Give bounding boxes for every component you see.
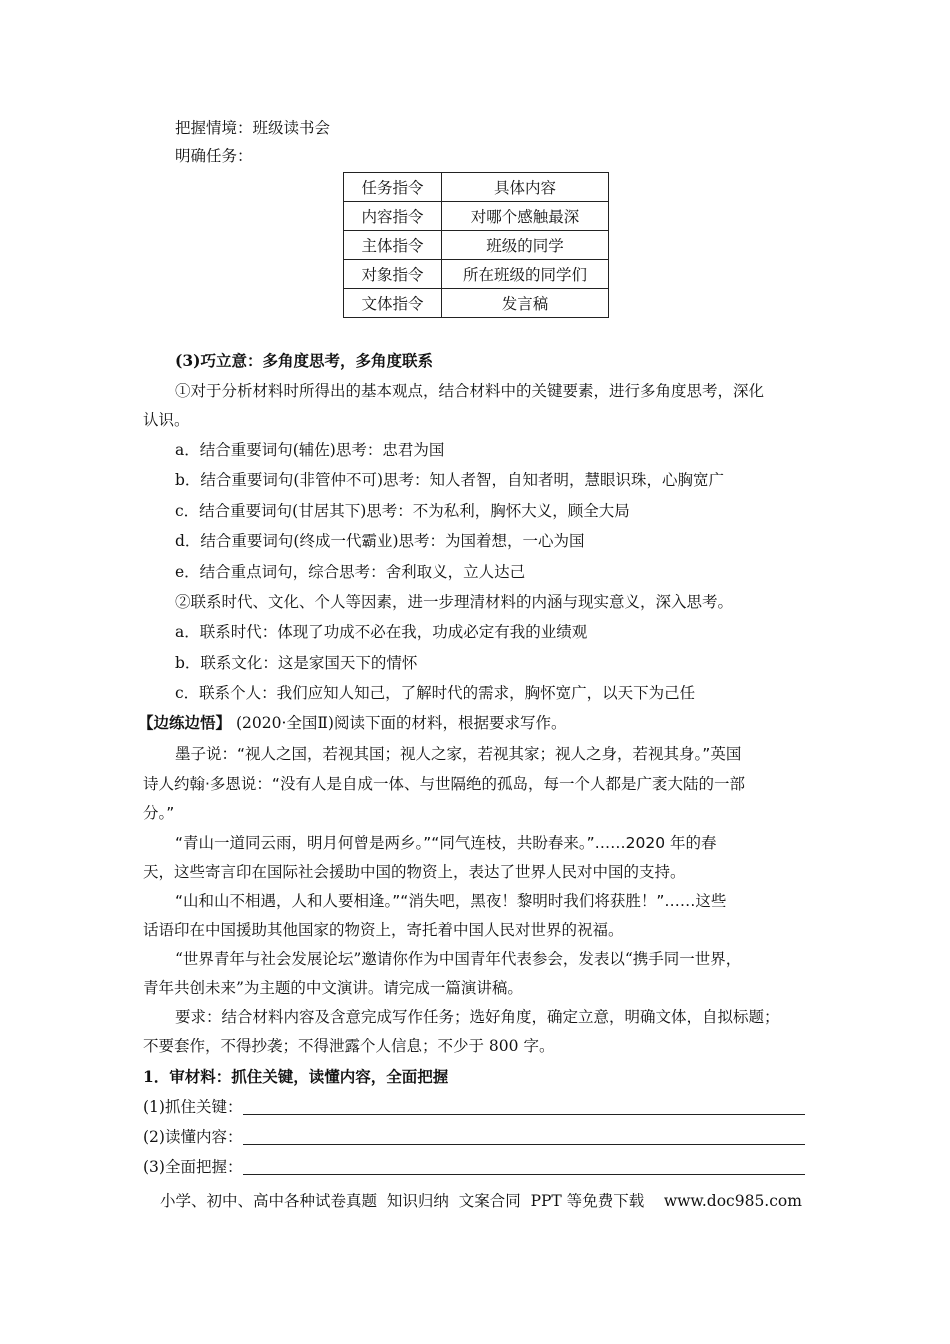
table-cell: 对象指令 <box>344 260 442 289</box>
list-item: a．联系时代：体现了功成不必在我，功成必定有我的业绩观 <box>175 623 588 641</box>
context-line: 把握情境：班级读书会 <box>175 119 331 137</box>
table-cell: 发言稿 <box>442 289 609 318</box>
paragraph-line: 认识。 <box>143 411 190 429</box>
list-item: b．联系文化：这是家国天下的情怀 <box>175 654 418 672</box>
list-item: c．联系个人：我们应知人知己，了解时代的需求，胸怀宽广，以天下为己任 <box>175 684 696 702</box>
step1-heading: 1．审材料：抓住关键，读懂内容，全面把握 <box>143 1067 449 1086</box>
answer-blank-1[interactable] <box>243 1113 805 1115</box>
paragraph-line: 要求：结合材料内容及含意完成写作任务；选好角度，确定立意，明确文体，自拟标题； <box>175 1008 780 1026</box>
blank-label: (3)全面把握： <box>143 1158 243 1176</box>
paragraph-line: “世界青年与社会发展论坛”邀请你作为中国青年代表参会，发表以“携手同一世界， <box>175 950 742 968</box>
paragraph-line: ①对于分析材料时所得出的基本观点，结合材料中的关键要素，进行多角度思考，深化 <box>175 382 765 400</box>
practice-tag: 【边练边悟】 <box>138 714 232 732</box>
paragraph-line: 诗人约翰·多恩说：“没有人是自成一体、与世隔绝的孤岛，每一个人都是广袤大陆的一部 <box>143 775 745 793</box>
table-cell: 内容指令 <box>344 202 442 231</box>
list-item: b．结合重要词句(非管仲不可)思考：知人者智，自知者明，慧眼识珠，心胸宽广 <box>175 471 725 489</box>
table-cell: 主体指令 <box>344 231 442 260</box>
paragraph-line: 话语印在中国援助其他国家的物资上，寄托着中国人民对世界的祝福。 <box>143 921 624 939</box>
answer-blank-3[interactable] <box>243 1173 805 1175</box>
section3-heading: (3)巧立意：多角度思考，多角度联系 <box>175 351 433 370</box>
answer-blank-2[interactable] <box>243 1143 805 1145</box>
paragraph-line: “山和山不相遇，人和人要相逢。”“消失吧，黑夜！黎明时我们将获胜！”……这些 <box>175 892 727 910</box>
table-row <box>344 289 609 318</box>
task-line: 明确任务： <box>175 147 253 165</box>
paragraph-line: ②联系时代、文化、个人等因素，进一步理清材料的内涵与现实意义，深入思考。 <box>175 593 734 611</box>
table-cell: 所在班级的同学们 <box>442 260 609 289</box>
list-item: c．结合重要词句(甘居其下)思考：不为私利，胸怀大义，顾全大局 <box>175 502 630 520</box>
table-header-cell: 任务指令 <box>344 173 442 202</box>
blank-label: (2)读懂内容： <box>143 1128 243 1146</box>
table-row <box>344 231 609 260</box>
table-cell: 班级的同学 <box>442 231 609 260</box>
practice-intro-text: (2020·全国Ⅱ)阅读下面的材料，根据要求写作。 <box>235 714 567 732</box>
paragraph-line: 不要套作，不得抄袭；不得泄露个人信息；不少于 800 字。 <box>143 1037 555 1055</box>
table-cell: 文体指令 <box>344 289 442 318</box>
blank-label: (1)抓住关键： <box>143 1098 243 1116</box>
page-footer: 小学、初中、高中各种试卷真题 知识归纳 文案合同 PPT 等免费下载 www.doc985.com <box>160 1192 802 1210</box>
list-item: e．结合重点词句，综合思考：舍利取义，立人达己 <box>175 563 526 581</box>
table-header-cell: 具体内容 <box>442 173 609 202</box>
table-row <box>344 260 609 289</box>
practice-intro <box>138 713 566 733</box>
task-table <box>343 172 609 318</box>
paragraph-line: “青山一道同云雨，明月何曾是两乡。”“同气连枝，共盼春来。”……2020 年的春 <box>175 834 717 852</box>
table-row <box>344 202 609 231</box>
table-cell: 对哪个感触最深 <box>442 202 609 231</box>
table-row <box>344 173 609 202</box>
list-item: a．结合重要词句(辅佐)思考：忠君为国 <box>175 441 445 459</box>
list-item: d．结合重要词句(终成一代霸业)思考：为国着想，一心为国 <box>175 532 585 550</box>
paragraph-line: 青年共创未来”为主题的中文演讲。请完成一篇演讲稿。 <box>143 979 523 997</box>
paragraph-line: 天，这些寄言印在国际社会援助中国的物资上，表达了世界人民对中国的支持。 <box>143 863 686 881</box>
paragraph-line: 墨子说：“视人之国，若视其国；视人之家，若视其家；视人之身，若视其身。”英国 <box>175 745 742 763</box>
paragraph-line: 分。” <box>143 804 175 822</box>
